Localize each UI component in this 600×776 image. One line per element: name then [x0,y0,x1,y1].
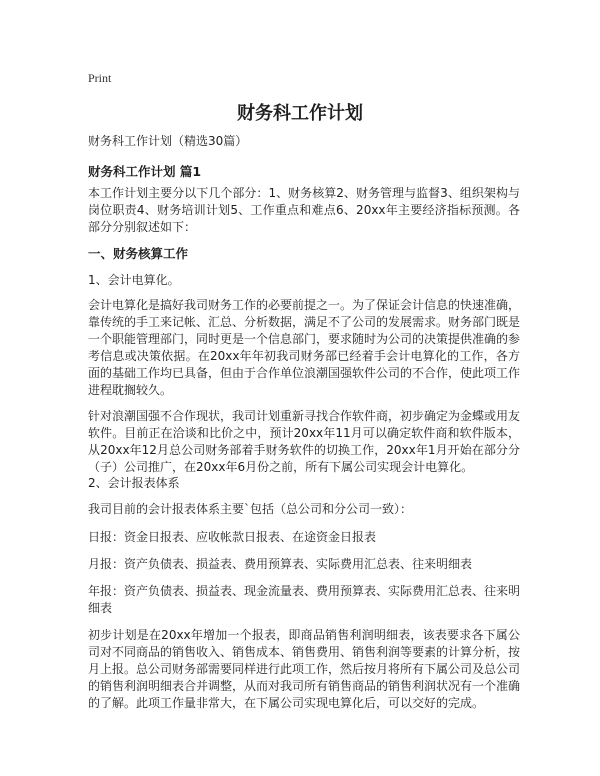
annual-reports-line: 年报：资产负债表、损益表、现金流量表、费用预算表、实际费用汇总表、往来明细表 [88,584,521,615]
item-heading-computerization: 1、会计电算化。 [88,273,180,287]
paragraph-profit-report-plan: 初步计划是在20xx年增加一个报表，即商品销售利润明细表，该表要求各下属公司对不同商品的销售收入、销售成本、销售费用、销售利润等要素的计算分析，按月上报。总公司财务部需要同样进行此项工作，然后按月将所有下属公司及总公司的销售利润明细表合并调整，从而对我司所有销售商品的销售利润状况有一个准确的了解。此项工作量非常大，在下属公司实现电算化后，可以交好的完成。 [88,628,521,710]
paragraph-software-vendor: 针对浪潮国强不合作现状，我司计划重新寻找合作软件商，初步确定为金蝶或用友软件。目前正在洽谈和比价之中，预计20xx年11月可以确定软件商和软件版本，从20xx年12月总公司财务部着手财务软件的切换工作，20xx年1月开始在部分分（子）公司推广，在20xx年6月份之前，所有下属公司实现会计电算化。 [88,409,521,474]
intro-paragraph: 本工作计划主要分以下几个部分：1、财务核算2、财务管理与监督3、组织架构与岗位职责4、财务培训计划5、工作重点和难点6、20xx年主要经济指标预测。各部分分别叙述如下： [88,186,520,234]
page-title: 财务科工作计划 [237,103,363,124]
article-heading: 财务科工作计划 篇1 [88,164,202,179]
print-link[interactable]: Print [88,71,112,85]
paragraph-report-system-intro: 我司目前的会计报表体系主要`包括（总公司和分公司一致）： [88,502,413,516]
daily-reports-line: 日报：资金日报表、应收帐款日报表、在途资金日报表 [88,530,377,544]
paragraph-computerization: 会计电算化是搞好我司财务工作的必要前提之一。为了保证会计信息的快速准确，靠传统的手工来记帐、汇总、分析数据，满足不了公司的发展需求。财务部门既是一个职能管理部门，同时更是一个信息部门，要求随时为公司的决策提供准确的参考信息或决策依据。在20xx年年初我司财务部已经着手会计电算化的工作，各方面的基础工作均已具备，但由于合作单位浪潮国强软件公司的不合作，使此项工作进程耽搁较久。 [88,298,521,397]
item-heading-report-system: 2、会计报表体系 [88,476,180,490]
section-heading-accounting: 一、财务核算工作 [88,246,189,261]
document-subtitle: 财务科工作计划（精选30篇） [88,134,248,148]
monthly-reports-line: 月报：资产负债表、损益表、费用预算表、实际费用汇总表、往来明细表 [88,557,473,571]
